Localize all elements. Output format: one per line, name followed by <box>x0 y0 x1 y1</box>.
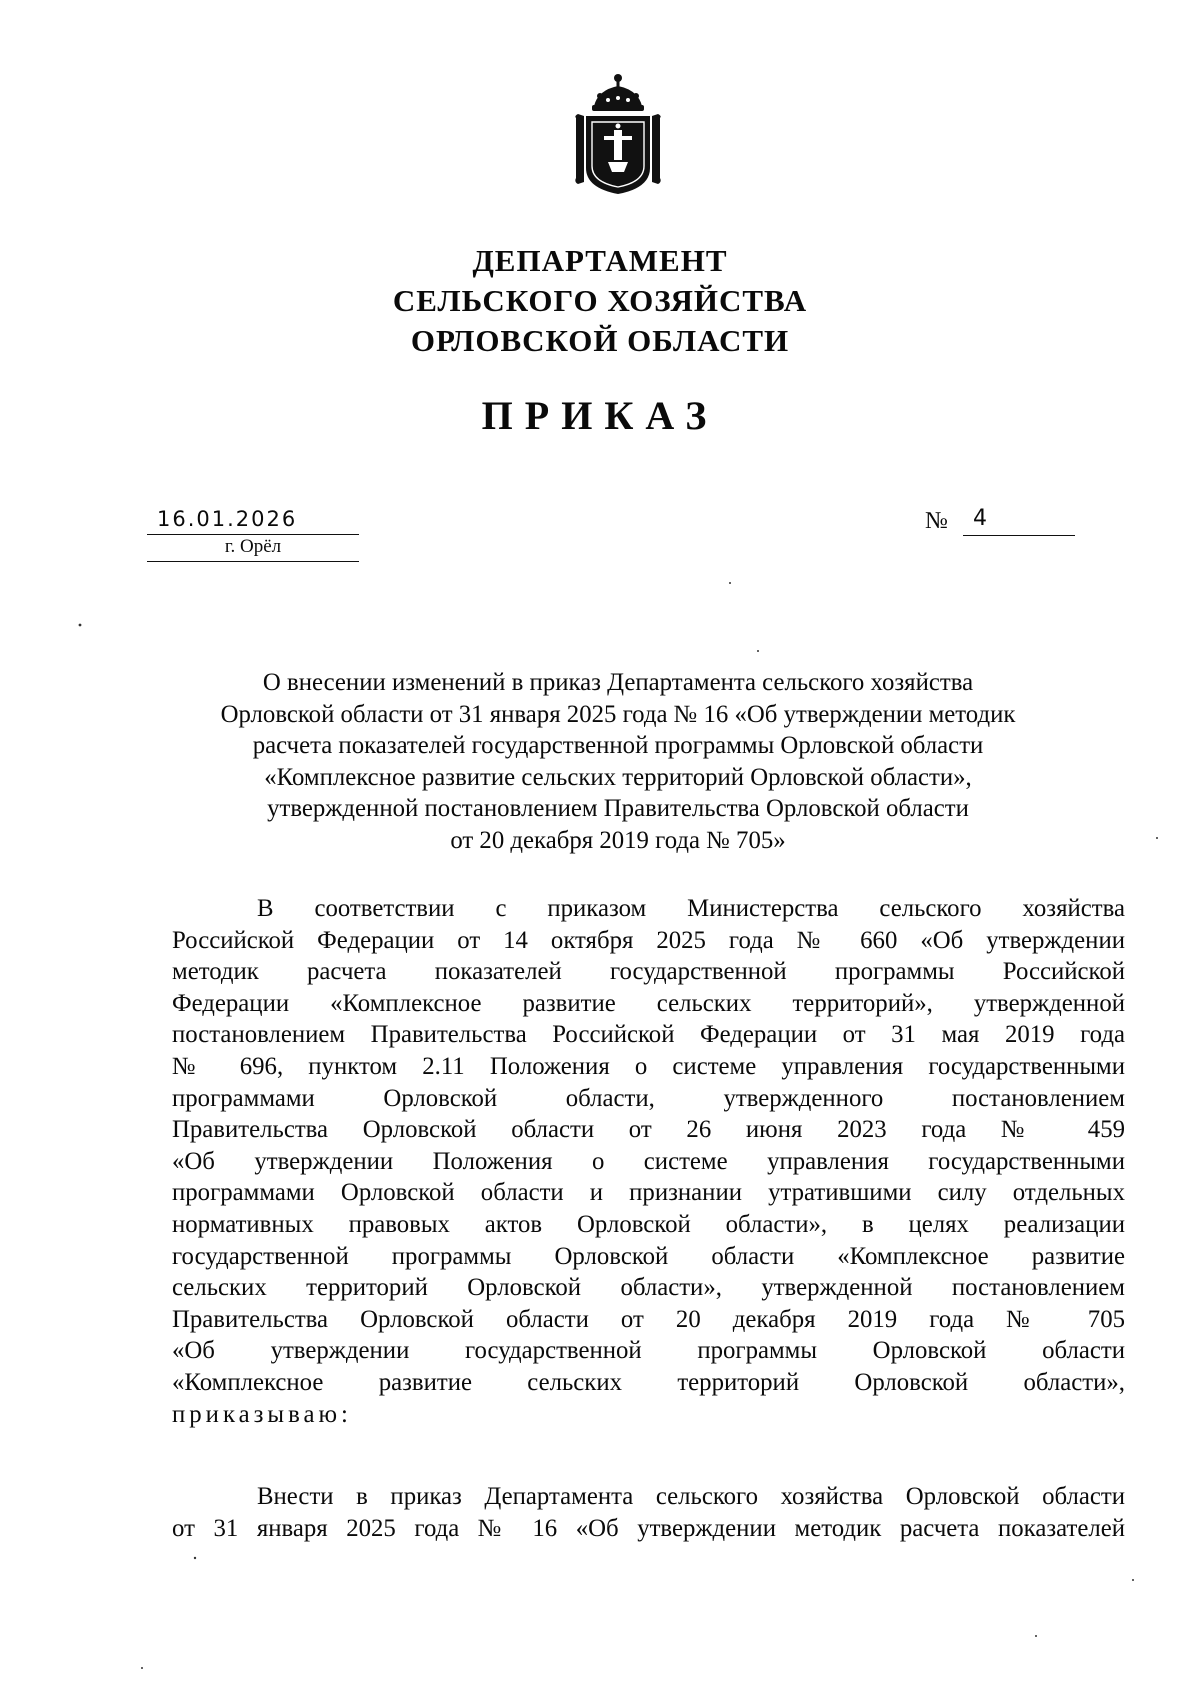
number-sign: № <box>925 508 948 534</box>
city-label: г. Орёл <box>224 536 282 557</box>
preamble-paragraph <box>172 893 1125 1430</box>
heading-line: «Комплексное развитие сельских территорий Орловской области», <box>264 763 972 791</box>
heading-line: Орловской области от 31 января 2025 года № 16 «Об утверждении методик <box>220 700 1016 728</box>
clause-paragraph <box>172 1481 1125 1544</box>
paragraph-line: «Комплексное развитие сельских территорий Орловской области», <box>172 1368 1125 1396</box>
number-block <box>925 506 1075 536</box>
paragraph-line: от 31 января 2025 года № 16 «Об утверждении методик расчета показателей <box>172 1514 1125 1542</box>
number-underline <box>963 535 1075 536</box>
heading-line: от 20 декабря 2019 года № 705» <box>450 826 786 854</box>
department-title-line-1: ДЕПАРТАМЕНТ <box>472 243 728 278</box>
date-block <box>147 506 359 562</box>
order-number: 4 <box>973 506 987 531</box>
paragraph-line: Внести в приказ Департамента сельского хозяйства Орловской области <box>257 1483 1125 1510</box>
date-underline <box>147 534 359 535</box>
paragraph-line: Правительства Орловской области от 20 декабря 2019 года № 705 <box>172 1305 1125 1333</box>
paragraph-line: «Об утверждении государственной программы Орловской области <box>172 1337 1125 1365</box>
order-word: приказываю: <box>172 1400 352 1428</box>
paragraph-line: Российской Федерации от 14 октября 2025 года № 660 «Об утверждении <box>172 926 1125 954</box>
paragraph-line: сельских территорий Орловской области», утвержденной постановлением <box>172 1274 1125 1302</box>
order-subject-heading <box>168 667 1068 857</box>
paragraph-line: № 696, пунктом 2.11 Положения о системе управления государственными <box>172 1052 1125 1080</box>
paragraph-line: постановлением Правительства Российской Федерации от 31 мая 2019 года <box>172 1021 1125 1049</box>
paragraph-line: программами Орловской области и признании утратившими силу отдельных <box>172 1179 1125 1207</box>
city-underline <box>147 561 359 562</box>
department-title-line-2: СЕЛЬСКОГО ХОЗЯЙСТВА <box>392 283 808 318</box>
paragraph-line: государственной программы Орловской области «Комплексное развитие <box>172 1242 1125 1270</box>
paragraph-line: методик расчета показателей государственной программы Российской <box>172 958 1125 986</box>
order-date: 16.01.2026 <box>157 507 298 531</box>
paragraph-line: Правительства Орловской области от 26 июня 2023 года № 459 <box>172 1116 1125 1144</box>
heading-line: О внесении изменений в приказ Департамента сельского хозяйства <box>262 669 974 696</box>
paragraph-line: программами Орловской области, утвержденного постановлением <box>172 1084 1125 1112</box>
paragraph-line: нормативных правовых актов Орловской области», в целях реализации <box>172 1210 1125 1238</box>
paragraph-line: Федерации «Комплексное развитие сельских территорий», утвержденной <box>172 989 1125 1017</box>
coat-of-arms-icon <box>572 72 664 196</box>
heading-line: утвержденной постановлением Правительства Орловской области <box>267 795 969 823</box>
paragraph-line: «Об утверждении Положения о системе управления государственными <box>172 1147 1125 1175</box>
department-title-line-3: ОРЛОВСКОЙ ОБЛАСТИ <box>410 323 790 358</box>
document-type-title: ПРИКАЗ <box>481 393 719 438</box>
paragraph-line: В соответствии с приказом Министерства сельского хозяйства <box>257 895 1125 922</box>
heading-line: расчета показателей государственной программы Орловской области <box>252 732 984 760</box>
